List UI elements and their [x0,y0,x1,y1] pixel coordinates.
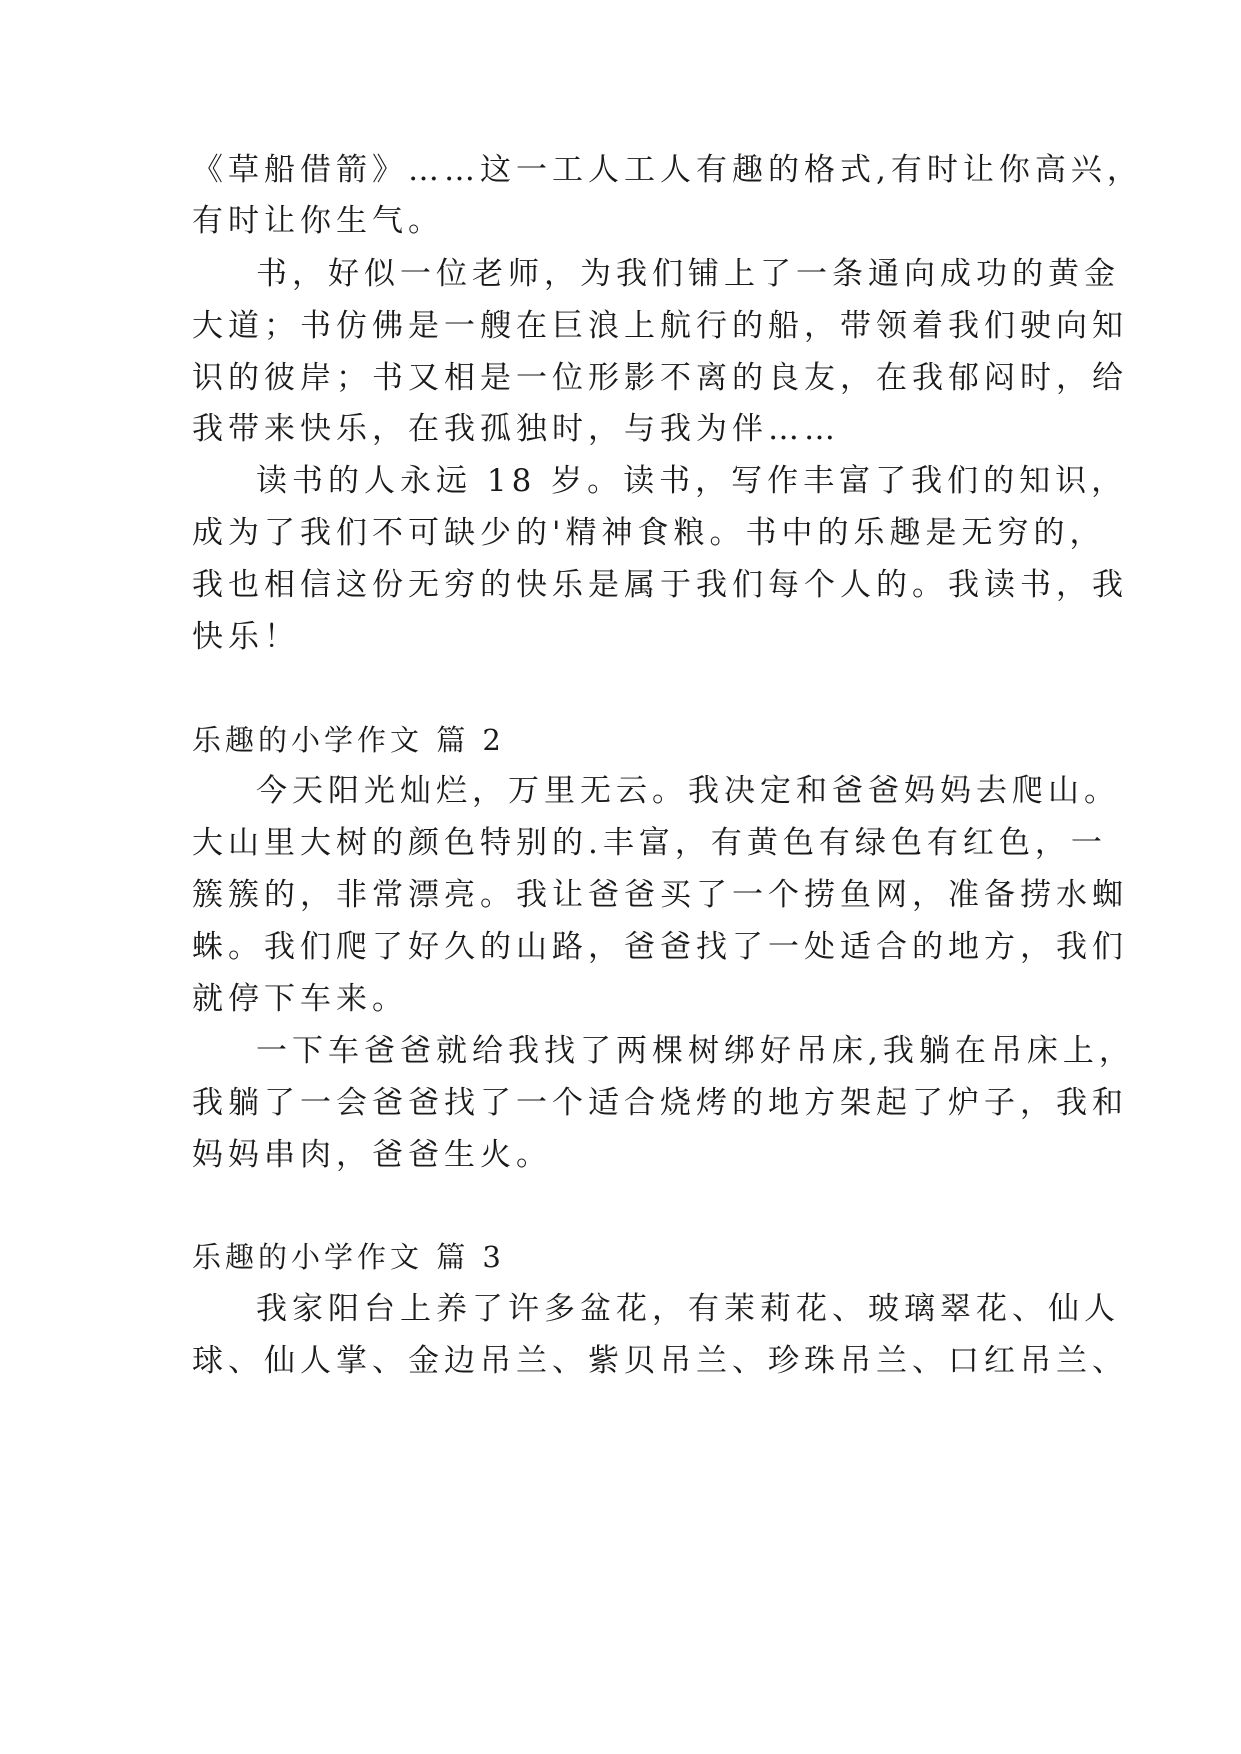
paragraph-line: 大山里大树的颜色特别的.丰富，有黄色有绿色有红色，一 [192,825,1107,861]
paragraph-line: 我家阳台上养了许多盆花，有茉莉花、玻璃翠花、仙人 [256,1291,1120,1327]
paragraph-line: 我也相信这份无穷的快乐是属于我们每个人的。我读书，我 [192,567,1128,603]
paragraph-line: 大道；书仿佛是一艘在巨浪上航行的船，带领着我们驶向知 [192,308,1128,344]
paragraph-line: 我带来快乐，在我孤独时，与我为伴…… [192,411,840,447]
paragraph-line: 今天阳光灿烂，万里无云。我决定和爸爸妈妈去爬山。 [256,773,1120,809]
paragraph-line: 簇簇的，非常漂亮。我让爸爸买了一个捞鱼网，准备捞水蜘 [192,877,1128,913]
paragraph-line: 一下车爸爸就给我找了两棵树绑好吊床,我躺在吊床上， [256,1033,1135,1069]
paragraph-line: 书，好似一位老师，为我们铺上了一条通向成功的黄金 [256,256,1120,292]
paragraph-line: 球、仙人掌、金边吊兰、紫贝吊兰、珍珠吊兰、口红吊兰、 [192,1343,1128,1379]
paragraph-line: 识的彼岸；书又相是一位形影不离的良友，在我郁闷时，给 [192,360,1128,396]
paragraph-line: 《草船借箭》……这一工人工人有趣的格式,有时让你高兴， [192,152,1143,188]
paragraph-line: 成为了我们不可缺少的'精神食粮。书中的乐趣是无穷的， [192,515,1106,551]
paragraph-line: 有时让你生气。 [192,203,444,239]
paragraph-line: 快乐！ [192,619,300,655]
paragraph-line: 我躺了一会爸爸找了一个适合烧烤的地方架起了炉子，我和 [192,1085,1128,1121]
section-heading: 乐趣的小学作文 篇 2 [192,723,505,757]
paragraph-line: 蛛。我们爬了好久的山路，爸爸找了一处适合的地方，我们 [192,929,1128,965]
section-heading: 乐趣的小学作文 篇 3 [192,1240,505,1274]
paragraph-line: 读书的人永远 18 岁。读书，写作丰富了我们的知识， [256,463,1128,499]
paragraph-line: 就停下车来。 [192,981,408,1017]
paragraph-line: 妈妈串肉，爸爸生火。 [192,1137,552,1173]
